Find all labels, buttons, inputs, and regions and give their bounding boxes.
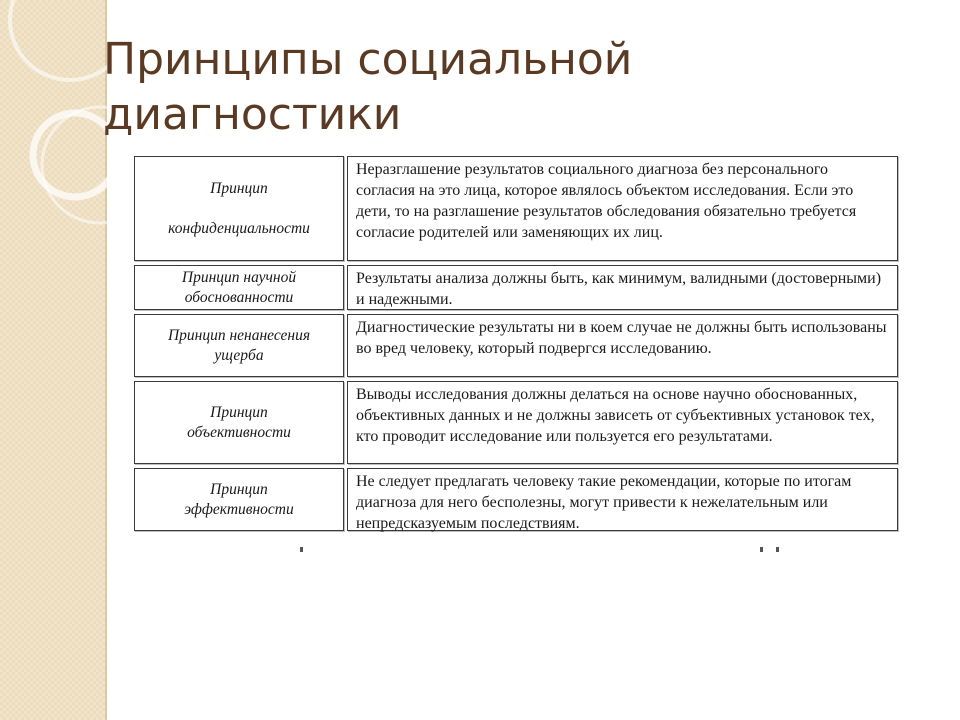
cropped-text-remnant	[300, 547, 780, 550]
principle-description: Диагностические результаты ни в коем случае не должны быть использованы во вред человеку, который подвергся исследованию.	[347, 314, 898, 377]
slide-title	[103, 32, 903, 142]
principle-label-line: ущерба	[214, 346, 264, 364]
table-row	[134, 381, 898, 464]
principle-label-line: Принцип	[210, 179, 268, 197]
principle-label	[134, 381, 344, 464]
principle-label-line: Принцип ненанесения	[167, 326, 311, 344]
principle-label	[134, 468, 344, 531]
principle-description: Выводы исследования должны делаться на основе научно обоснованных, объективных данных и не должны зависеть от субъективных установок тех, кто проводит исследование или пользуется его результатами.	[347, 381, 898, 464]
principle-description: Не следует предлагать человеку такие рекомендации, которые по итогам диагноза для него бесполезны, могут привести к нежелательным или непредсказуемым последствиям.	[347, 468, 898, 531]
principle-label-line: обоснованности	[184, 288, 294, 306]
principle-description: Неразглашение результатов социального диагноза без персонального согласия на это лица, которое являлось объектом исследования. Если это дети, то на разглашение результатов обследования обязательно требуется согласие родителей или заменяющих их лиц.	[347, 156, 898, 261]
glyph-fragment	[776, 547, 779, 552]
principle-label-line: Принцип	[210, 480, 268, 498]
principle-label-line: объективности	[187, 423, 291, 441]
glyph-fragment	[300, 547, 303, 552]
slide-title-line-1: Принципы социальной	[103, 34, 633, 85]
glyph-fragment	[760, 547, 763, 552]
table-row	[134, 265, 898, 310]
table-row	[134, 468, 898, 531]
principle-label-line: Принцип	[210, 403, 268, 421]
principle-label-line: конфиденциальности	[168, 219, 310, 237]
principle-description: Результаты анализа должны быть, как минимум, валидными (достоверными) и надежными.	[347, 265, 898, 310]
slide-title-line-2: диагностики	[103, 89, 402, 140]
principle-label-line: эффективности	[184, 500, 294, 518]
principle-label	[134, 265, 344, 310]
principle-label-line: Принцип научной	[181, 268, 297, 286]
principle-label	[134, 156, 344, 261]
table-row	[134, 156, 898, 261]
principle-label	[134, 314, 344, 377]
table-row	[134, 314, 898, 377]
